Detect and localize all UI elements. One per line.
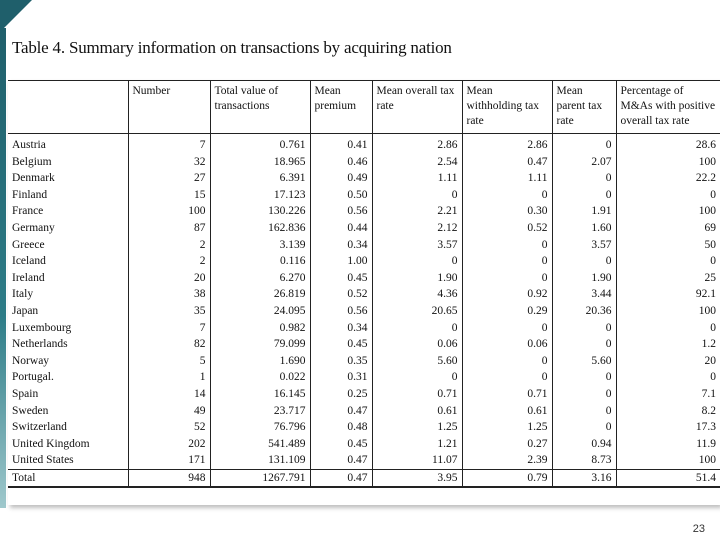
value-cell: 20.36 xyxy=(552,303,616,320)
table-row xyxy=(8,134,720,154)
table-row xyxy=(8,419,720,436)
value-cell: 52 xyxy=(128,419,210,436)
country-cell: Ireland xyxy=(12,271,45,284)
value-cell: 69 xyxy=(616,220,720,237)
value-cell: 3.95 xyxy=(372,469,462,487)
table-row xyxy=(8,220,720,237)
value-cell: 2.39 xyxy=(462,452,552,469)
value-cell: 2.54 xyxy=(372,154,462,171)
column-header: Number xyxy=(128,81,210,134)
value-cell: 18.965 xyxy=(210,154,310,171)
summary-table xyxy=(8,80,720,488)
value-cell: 202 xyxy=(128,436,210,453)
value-cell: 130.226 xyxy=(210,203,310,220)
table-row xyxy=(8,403,720,420)
value-cell: 100 xyxy=(128,203,210,220)
column-header: Mean withholding tax rate xyxy=(462,81,552,134)
value-cell: 2.86 xyxy=(372,134,462,154)
value-cell: 0 xyxy=(616,187,720,204)
value-cell: 0 xyxy=(552,170,616,187)
value-cell: 0 xyxy=(552,253,616,270)
value-cell: 0 xyxy=(552,369,616,386)
value-cell: 0.45 xyxy=(310,270,372,287)
table-row xyxy=(8,369,720,386)
value-cell: 6.391 xyxy=(210,170,310,187)
value-cell: 0 xyxy=(372,320,462,337)
value-cell: 0 xyxy=(616,253,720,270)
value-cell: 87 xyxy=(128,220,210,237)
value-cell: 0.022 xyxy=(210,369,310,386)
value-cell: 0.45 xyxy=(310,336,372,353)
value-cell: 76.796 xyxy=(210,419,310,436)
table-row xyxy=(8,270,720,287)
value-cell: 1.90 xyxy=(552,270,616,287)
value-cell: 0.71 xyxy=(372,386,462,403)
country-cell: Belgium xyxy=(12,155,52,168)
country-cell: Japan xyxy=(12,304,39,317)
value-cell: 171 xyxy=(128,452,210,469)
header-row xyxy=(8,81,720,134)
value-cell: 0 xyxy=(462,270,552,287)
table-row xyxy=(8,303,720,320)
value-cell: 1.90 xyxy=(372,270,462,287)
value-cell: 11.9 xyxy=(616,436,720,453)
value-cell: 0.41 xyxy=(310,134,372,154)
value-cell: 100 xyxy=(616,303,720,320)
value-cell: 1 xyxy=(128,369,210,386)
column-header-country xyxy=(8,81,128,134)
table-row xyxy=(8,187,720,204)
table-row xyxy=(8,203,720,220)
value-cell: 2.86 xyxy=(462,134,552,154)
table-row xyxy=(8,320,720,337)
value-cell: 0.46 xyxy=(310,154,372,171)
country-cell: United States xyxy=(12,454,74,467)
value-cell: 0.25 xyxy=(310,386,372,403)
value-cell: 0 xyxy=(552,419,616,436)
value-cell: 1.25 xyxy=(372,419,462,436)
value-cell: 3.57 xyxy=(552,237,616,254)
value-cell: 0.79 xyxy=(462,469,552,487)
value-cell: 32 xyxy=(128,154,210,171)
value-cell: 100 xyxy=(616,154,720,171)
value-cell: 4.36 xyxy=(372,286,462,303)
value-cell: 16.145 xyxy=(210,386,310,403)
value-cell: 35 xyxy=(128,303,210,320)
value-cell: 0.56 xyxy=(310,303,372,320)
value-cell: 5 xyxy=(128,353,210,370)
value-cell: 27 xyxy=(128,170,210,187)
summary-table-panel xyxy=(8,80,720,505)
value-cell: 0.45 xyxy=(310,436,372,453)
value-cell: 1267.791 xyxy=(210,469,310,487)
value-cell: 25 xyxy=(616,270,720,287)
value-cell: 3.44 xyxy=(552,286,616,303)
country-cell: Sweden xyxy=(12,404,49,417)
value-cell: 0 xyxy=(372,369,462,386)
value-cell: 0.34 xyxy=(310,320,372,337)
value-cell: 0.47 xyxy=(462,154,552,171)
value-cell: 3.16 xyxy=(552,469,616,487)
country-cell: United Kingdom xyxy=(12,437,90,450)
value-cell: 0.44 xyxy=(310,220,372,237)
value-cell: 50 xyxy=(616,237,720,254)
country-cell: Norway xyxy=(12,354,50,367)
value-cell: 162.836 xyxy=(210,220,310,237)
value-cell: 0.61 xyxy=(462,403,552,420)
value-cell: 0.47 xyxy=(310,403,372,420)
value-cell: 1.91 xyxy=(552,203,616,220)
value-cell: 0 xyxy=(616,320,720,337)
value-cell: 0.92 xyxy=(462,286,552,303)
value-cell: 0.52 xyxy=(462,220,552,237)
value-cell: 0.35 xyxy=(310,353,372,370)
value-cell: 0 xyxy=(462,187,552,204)
value-cell: 92.1 xyxy=(616,286,720,303)
value-cell: 1.690 xyxy=(210,353,310,370)
column-header: Mean premium xyxy=(310,81,372,134)
country-cell: Austria xyxy=(12,139,46,151)
value-cell: 2.12 xyxy=(372,220,462,237)
country-cell: Spain xyxy=(12,387,39,400)
value-cell: 17.123 xyxy=(210,187,310,204)
column-header: Percentage of M&As with positive overall tax rate xyxy=(616,81,720,134)
value-cell: 1.11 xyxy=(372,170,462,187)
value-cell: 79.099 xyxy=(210,336,310,353)
value-cell: 11.07 xyxy=(372,452,462,469)
value-cell: 7 xyxy=(128,320,210,337)
value-cell: 0 xyxy=(552,403,616,420)
value-cell: 6.270 xyxy=(210,270,310,287)
value-cell: 0.56 xyxy=(310,203,372,220)
country-cell: Germany xyxy=(12,221,55,234)
value-cell: 948 xyxy=(128,469,210,487)
table-row xyxy=(8,436,720,453)
value-cell: 100 xyxy=(616,203,720,220)
country-cell: Total xyxy=(8,469,128,487)
column-header: Mean overall tax rate xyxy=(372,81,462,134)
value-cell: 0.761 xyxy=(210,134,310,154)
value-cell: 0.61 xyxy=(372,403,462,420)
value-cell: 2 xyxy=(128,237,210,254)
value-cell: 0.34 xyxy=(310,237,372,254)
value-cell: 8.73 xyxy=(552,452,616,469)
value-cell: 0 xyxy=(552,386,616,403)
table-body xyxy=(8,134,720,488)
value-cell: 0.71 xyxy=(462,386,552,403)
value-cell: 17.3 xyxy=(616,419,720,436)
table-row xyxy=(8,452,720,469)
value-cell: 5.60 xyxy=(372,353,462,370)
value-cell: 1.11 xyxy=(462,170,552,187)
table-row xyxy=(8,253,720,270)
value-cell: 8.2 xyxy=(616,403,720,420)
value-cell: 0 xyxy=(462,353,552,370)
value-cell: 0 xyxy=(462,237,552,254)
value-cell: 0 xyxy=(616,369,720,386)
value-cell: 3.57 xyxy=(372,237,462,254)
table-row xyxy=(8,154,720,171)
country-cell: Portugal. xyxy=(12,371,54,384)
value-cell: 0 xyxy=(552,336,616,353)
value-cell: 131.109 xyxy=(210,452,310,469)
value-cell: 26.819 xyxy=(210,286,310,303)
value-cell: 20.65 xyxy=(372,303,462,320)
value-cell: 7.1 xyxy=(616,386,720,403)
value-cell: 0 xyxy=(552,320,616,337)
country-cell: Iceland xyxy=(12,255,46,268)
value-cell: 0.47 xyxy=(310,469,372,487)
value-cell: 0 xyxy=(552,134,616,154)
value-cell: 0.94 xyxy=(552,436,616,453)
value-cell: 0.47 xyxy=(310,452,372,469)
value-cell: 24.095 xyxy=(210,303,310,320)
value-cell: 0.52 xyxy=(310,286,372,303)
country-cell: Italy xyxy=(12,288,34,301)
corner-bar-shape xyxy=(0,28,6,508)
value-cell: 0.116 xyxy=(210,253,310,270)
value-cell: 0 xyxy=(462,253,552,270)
value-cell: 1.00 xyxy=(310,253,372,270)
value-cell: 23.717 xyxy=(210,403,310,420)
table-title: Table 4. Summary information on transactions by acquiring nation xyxy=(12,38,452,57)
value-cell: 0 xyxy=(372,253,462,270)
value-cell: 0.30 xyxy=(462,203,552,220)
column-header: Mean parent tax rate xyxy=(552,81,616,134)
value-cell: 100 xyxy=(616,452,720,469)
country-cell: France xyxy=(12,205,44,218)
value-cell: 28.6 xyxy=(616,134,720,154)
value-cell: 0 xyxy=(552,187,616,204)
country-cell: Denmark xyxy=(12,172,55,185)
value-cell: 22.2 xyxy=(616,170,720,187)
value-cell: 2.07 xyxy=(552,154,616,171)
value-cell: 1.60 xyxy=(552,220,616,237)
value-cell: 15 xyxy=(128,187,210,204)
value-cell: 20 xyxy=(616,353,720,370)
value-cell: 0.48 xyxy=(310,419,372,436)
value-cell: 0 xyxy=(462,320,552,337)
value-cell: 2 xyxy=(128,253,210,270)
country-cell: Netherlands xyxy=(12,338,68,351)
value-cell: 0.06 xyxy=(372,336,462,353)
value-cell: 82 xyxy=(128,336,210,353)
country-cell: Switzerland xyxy=(12,421,67,434)
page-number: 23 xyxy=(692,523,705,535)
value-cell: 0.49 xyxy=(310,170,372,187)
country-cell: Greece xyxy=(12,238,45,251)
value-cell: 51.4 xyxy=(616,469,720,487)
value-cell: 0 xyxy=(462,369,552,386)
value-cell: 0.31 xyxy=(310,369,372,386)
table-row xyxy=(8,170,720,187)
total-row xyxy=(8,469,720,487)
value-cell: 49 xyxy=(128,403,210,420)
value-cell: 0.06 xyxy=(462,336,552,353)
value-cell: 7 xyxy=(128,134,210,154)
country-cell: Finland xyxy=(12,188,48,201)
value-cell: 1.25 xyxy=(462,419,552,436)
table-row xyxy=(8,336,720,353)
value-cell: 2.21 xyxy=(372,203,462,220)
value-cell: 0.50 xyxy=(310,187,372,204)
value-cell: 5.60 xyxy=(552,353,616,370)
value-cell: 20 xyxy=(128,270,210,287)
column-header: Total value of transactions xyxy=(210,81,310,134)
value-cell: 541.489 xyxy=(210,436,310,453)
value-cell: 3.139 xyxy=(210,237,310,254)
value-cell: 14 xyxy=(128,386,210,403)
table-row xyxy=(8,237,720,254)
value-cell: 1.2 xyxy=(616,336,720,353)
value-cell: 0.29 xyxy=(462,303,552,320)
country-cell: Luxembourg xyxy=(12,321,72,334)
table-row xyxy=(8,386,720,403)
value-cell: 38 xyxy=(128,286,210,303)
table-row xyxy=(8,353,720,370)
value-cell: 0.982 xyxy=(210,320,310,337)
table-row xyxy=(8,286,720,303)
value-cell: 0.27 xyxy=(462,436,552,453)
value-cell: 0 xyxy=(372,187,462,204)
value-cell: 1.21 xyxy=(372,436,462,453)
